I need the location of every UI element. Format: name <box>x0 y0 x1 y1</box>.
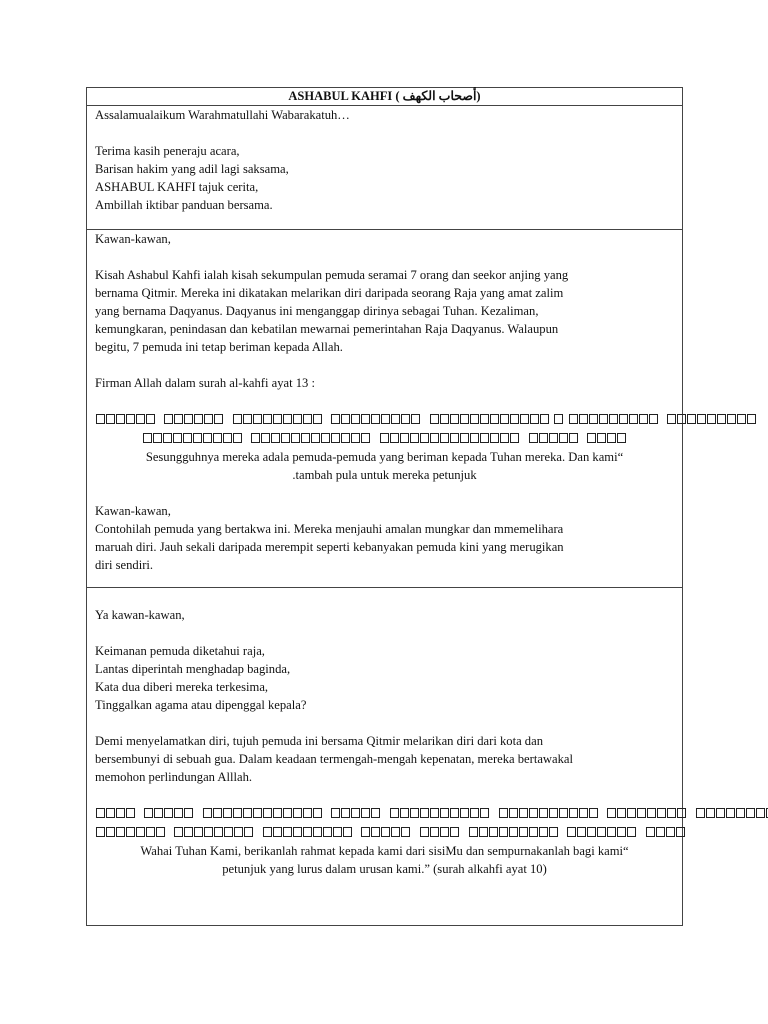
missing-glyph-box <box>126 827 135 837</box>
missing-glyph-box <box>559 808 568 818</box>
missing-glyph-box <box>146 827 155 837</box>
prayer-translation: Wahai Tuhan Kami, berikanlah rahmat kepada kami dari sisiMu dan sempurnakanlah bagi kami“ <box>140 844 629 858</box>
missing-glyph-box <box>214 414 223 424</box>
missing-glyph-box <box>371 808 380 818</box>
missing-glyph-box <box>657 808 666 818</box>
missing-glyph-box <box>647 808 656 818</box>
missing-glyph-box <box>244 827 253 837</box>
salutation: Ya kawan-kawan, <box>95 608 185 622</box>
missing-glyph-box <box>136 827 145 837</box>
missing-glyph-box <box>479 827 488 837</box>
missing-glyph-box <box>381 414 390 424</box>
missing-glyph-box <box>204 827 213 837</box>
missing-glyph-box <box>736 808 745 818</box>
missing-glyph-box <box>143 433 152 443</box>
missing-glyph-box <box>263 827 272 837</box>
poem-line: Terima kasih peneraju acara, <box>95 144 240 158</box>
missing-glyph-box <box>351 414 360 424</box>
missing-glyph-box <box>597 827 606 837</box>
missing-glyph-box <box>499 808 508 818</box>
missing-glyph-box <box>727 414 736 424</box>
missing-glyph-box <box>687 414 696 424</box>
missing-glyph-box <box>607 433 616 443</box>
missing-glyph-box <box>666 827 675 837</box>
missing-glyph-box <box>460 414 469 424</box>
missing-glyph-box <box>587 433 596 443</box>
missing-glyph-box <box>301 433 310 443</box>
section-escape <box>87 587 682 925</box>
poem-line: Barisan hakim yang adil lagi saksama, <box>95 162 289 176</box>
missing-glyph-box <box>549 808 558 818</box>
missing-glyph-box <box>203 433 212 443</box>
missing-glyph-box <box>726 808 735 818</box>
missing-glyph-box <box>251 433 260 443</box>
missing-glyph-box <box>649 414 658 424</box>
missing-glyph-box <box>480 433 489 443</box>
missing-glyph-box <box>539 808 548 818</box>
missing-glyph-box <box>629 414 638 424</box>
missing-glyph-box <box>617 433 626 443</box>
missing-glyph-box <box>706 808 715 818</box>
missing-glyph-box <box>293 808 302 818</box>
missing-glyph-box <box>411 414 420 424</box>
missing-glyph-box <box>667 808 676 818</box>
missing-glyph-box <box>381 827 390 837</box>
missing-glyph-box <box>619 414 628 424</box>
missing-glyph-box <box>607 827 616 837</box>
missing-glyph-box <box>509 827 518 837</box>
document-title: ASHABUL KAHFI ( أصحاب الكهف) <box>288 89 481 103</box>
missing-glyph-box <box>203 808 212 818</box>
missing-glyph-box <box>400 433 409 443</box>
missing-glyph-box <box>341 808 350 818</box>
poem-line: Keimanan pemuda diketahui raja, <box>95 644 265 658</box>
arabic-prayer-glyphs <box>95 804 674 823</box>
missing-glyph-box <box>371 827 380 837</box>
missing-glyph-box <box>430 433 439 443</box>
missing-glyph-box <box>569 808 578 818</box>
missing-glyph-box <box>667 414 676 424</box>
missing-glyph-box <box>520 414 529 424</box>
missing-glyph-box <box>430 808 439 818</box>
missing-glyph-box <box>460 433 469 443</box>
missing-glyph-box <box>233 414 242 424</box>
missing-glyph-box <box>460 808 469 818</box>
missing-glyph-box <box>569 433 578 443</box>
missing-glyph-box <box>589 808 598 818</box>
missing-glyph-box <box>510 414 519 424</box>
missing-glyph-box <box>293 414 302 424</box>
missing-glyph-box <box>677 414 686 424</box>
missing-glyph-box <box>450 433 459 443</box>
missing-glyph-box <box>174 827 183 837</box>
story-line: begitu, 7 pemuda ini tetap beriman kepada Allah. <box>95 340 343 354</box>
arabic-verse-glyphs <box>95 429 674 448</box>
missing-glyph-box <box>380 433 389 443</box>
missing-glyph-box <box>589 414 598 424</box>
missing-glyph-box <box>717 414 726 424</box>
poem-line: ASHABUL KAHFI tajuk cerita, <box>95 180 259 194</box>
arabic-prayer-glyphs <box>95 823 674 842</box>
missing-glyph-box <box>410 808 419 818</box>
missing-glyph-box <box>343 827 352 837</box>
missing-glyph-box <box>697 414 706 424</box>
story-line: Demi menyelamatkan diri, tujuh pemuda ini bersama Qitmir melarikan diri dari kota dan <box>95 734 543 748</box>
missing-glyph-box <box>539 433 548 443</box>
missing-glyph-box <box>361 827 370 837</box>
missing-glyph-box <box>530 414 539 424</box>
missing-glyph-box <box>96 827 105 837</box>
missing-glyph-box <box>204 414 213 424</box>
missing-glyph-box <box>303 827 312 837</box>
greeting: Assalamualaikum Warahmatullahi Wabarakatuh… <box>95 108 350 122</box>
missing-glyph-box <box>273 808 282 818</box>
missing-glyph-box <box>96 808 105 818</box>
missing-glyph-box <box>164 808 173 818</box>
missing-glyph-box <box>587 827 596 837</box>
missing-glyph-box <box>106 827 115 837</box>
story-line: kemungkaran, penindasan dan kebatilan mewarnai pemerintahan Raja Daqyanus. Walaupun <box>95 322 559 336</box>
missing-glyph-box <box>311 433 320 443</box>
missing-glyph-box <box>116 827 125 837</box>
missing-glyph-box <box>420 808 429 818</box>
missing-glyph-box <box>627 827 636 837</box>
missing-glyph-box <box>391 414 400 424</box>
missing-glyph-box <box>470 414 479 424</box>
poem-line: Tinggalkan agama atau dipenggal kepala? <box>95 698 307 712</box>
missing-glyph-box <box>331 808 340 818</box>
missing-glyph-box <box>303 808 312 818</box>
missing-glyph-box <box>579 414 588 424</box>
section-opening <box>87 105 682 229</box>
missing-glyph-box <box>283 414 292 424</box>
missing-glyph-box <box>539 827 548 837</box>
missing-glyph-box <box>646 827 655 837</box>
missing-glyph-box <box>400 808 409 818</box>
story-line: Kisah Ashabul Kahfi ialah kisah sekumpulan pemuda seramai 7 orang dan seekor anjing yang <box>95 268 569 282</box>
missing-glyph-box <box>214 827 223 837</box>
missing-glyph-box <box>440 808 449 818</box>
missing-glyph-box <box>116 414 125 424</box>
missing-glyph-box <box>173 433 182 443</box>
missing-glyph-box <box>469 827 478 837</box>
verse-intro: Firman Allah dalam surah al-kahfi ayat 13 : <box>95 376 315 390</box>
missing-glyph-box <box>313 808 322 818</box>
story-line: yang bernama Daqyanus. Daqyanus ini menganggap dirinya sebagai Tuhan. Kezaliman, <box>95 304 539 318</box>
missing-glyph-box <box>174 414 183 424</box>
missing-glyph-box <box>281 433 290 443</box>
missing-glyph-box <box>597 433 606 443</box>
verse-translation: .tambah pula untuk mereka petunjuk <box>292 468 477 482</box>
missing-glyph-box <box>509 808 518 818</box>
missing-glyph-box <box>184 414 193 424</box>
missing-glyph-box <box>401 827 410 837</box>
missing-glyph-box <box>569 414 578 424</box>
missing-glyph-box <box>696 808 705 818</box>
document-table <box>86 87 683 926</box>
story-line: bernama Qitmir. Mereka ini dikatakan melarikan diri daripada seorang Raja yang amat zalim <box>95 286 564 300</box>
missing-glyph-box <box>233 433 242 443</box>
missing-glyph-box <box>341 414 350 424</box>
missing-glyph-box <box>627 808 636 818</box>
missing-glyph-box <box>450 414 459 424</box>
missing-glyph-box <box>184 827 193 837</box>
advice-line: diri sendiri. <box>95 558 154 572</box>
missing-glyph-box <box>174 808 183 818</box>
missing-glyph-box <box>233 808 242 818</box>
missing-glyph-box <box>480 808 489 818</box>
missing-glyph-box <box>303 414 312 424</box>
missing-glyph-box <box>559 433 568 443</box>
missing-glyph-box <box>361 414 370 424</box>
poem-line: Ambillah iktibar panduan bersama. <box>95 198 273 212</box>
missing-glyph-box <box>450 827 459 837</box>
missing-glyph-box <box>271 433 280 443</box>
missing-glyph-box <box>500 414 509 424</box>
missing-glyph-box <box>331 433 340 443</box>
missing-glyph-box <box>470 808 479 818</box>
missing-glyph-box <box>676 827 685 837</box>
missing-glyph-box <box>106 414 115 424</box>
missing-glyph-box <box>579 808 588 818</box>
missing-glyph-box <box>253 808 262 818</box>
missing-glyph-box <box>747 414 756 424</box>
missing-glyph-box <box>263 808 272 818</box>
story-line: memohon perlindungan Alllah. <box>95 770 253 784</box>
missing-glyph-box <box>707 414 716 424</box>
missing-glyph-box <box>153 433 162 443</box>
missing-glyph-box <box>291 433 300 443</box>
missing-glyph-box <box>154 808 163 818</box>
missing-glyph-box <box>490 433 499 443</box>
missing-glyph-box <box>756 808 765 818</box>
missing-glyph-box <box>293 827 302 837</box>
advice-line: maruah diri. Jauh sekali daripada merempit seperti kebanyakan pemuda kini yang merugikan <box>95 540 564 554</box>
poem-line: Lantas diperintah menghadap baginda, <box>95 662 291 676</box>
missing-glyph-box <box>450 808 459 818</box>
salutation: Kawan-kawan, <box>95 232 171 246</box>
prayer-translation: petunjuk yang lurus dalam urusan kami.” (surah alkahfi ayat 10) <box>222 862 547 876</box>
missing-glyph-box <box>126 808 135 818</box>
verse-translation: Sesungguhnya mereka adala pemuda-pemuda yang beriman kepada Tuhan mereka. Dan kami“ <box>145 450 624 464</box>
missing-glyph-box <box>194 414 203 424</box>
missing-glyph-box <box>401 414 410 424</box>
missing-glyph-box <box>554 414 563 424</box>
missing-glyph-box <box>146 414 155 424</box>
missing-glyph-box <box>607 808 616 818</box>
missing-glyph-box <box>163 433 172 443</box>
missing-glyph-box <box>519 808 528 818</box>
missing-glyph-box <box>341 433 350 443</box>
missing-glyph-box <box>519 827 528 837</box>
missing-glyph-box <box>183 433 192 443</box>
missing-glyph-box <box>194 827 203 837</box>
missing-glyph-box <box>440 433 449 443</box>
missing-glyph-box <box>234 827 243 837</box>
missing-glyph-box <box>106 808 115 818</box>
missing-glyph-box <box>213 433 222 443</box>
missing-glyph-box <box>639 414 648 424</box>
missing-glyph-box <box>390 808 399 818</box>
missing-glyph-box <box>283 827 292 837</box>
missing-glyph-box <box>323 827 332 837</box>
missing-glyph-box <box>193 433 202 443</box>
missing-glyph-box <box>361 433 370 443</box>
missing-glyph-box <box>656 827 665 837</box>
missing-glyph-box <box>261 433 270 443</box>
missing-glyph-box <box>677 808 686 818</box>
missing-glyph-box <box>529 433 538 443</box>
missing-glyph-box <box>540 414 549 424</box>
advice-line: Contohilah pemuda yang bertakwa ini. Mereka menjauhi amalan mungkar dan mmemelihara <box>95 522 564 536</box>
missing-glyph-box <box>263 414 272 424</box>
missing-glyph-box <box>500 433 509 443</box>
missing-glyph-box <box>223 433 232 443</box>
missing-glyph-box <box>510 433 519 443</box>
missing-glyph-box <box>391 827 400 837</box>
salutation: Kawan-kawan, <box>95 504 171 518</box>
missing-glyph-box <box>223 808 232 818</box>
missing-glyph-box <box>499 827 508 837</box>
missing-glyph-box <box>351 433 360 443</box>
missing-glyph-box <box>567 827 576 837</box>
missing-glyph-box <box>333 827 342 837</box>
poem-line: Kata dua diberi mereka terkesima, <box>95 680 269 694</box>
missing-glyph-box <box>321 433 330 443</box>
missing-glyph-box <box>136 414 145 424</box>
missing-glyph-box <box>390 433 399 443</box>
missing-glyph-box <box>273 827 282 837</box>
missing-glyph-box <box>609 414 618 424</box>
missing-glyph-box <box>313 827 322 837</box>
missing-glyph-box <box>480 414 489 424</box>
missing-glyph-box <box>420 827 429 837</box>
missing-glyph-box <box>184 808 193 818</box>
missing-glyph-box <box>489 827 498 837</box>
missing-glyph-box <box>617 808 626 818</box>
missing-glyph-box <box>283 808 292 818</box>
section-story <box>87 229 682 587</box>
missing-glyph-box <box>549 827 558 837</box>
missing-glyph-box <box>144 808 153 818</box>
missing-glyph-box <box>617 827 626 837</box>
missing-glyph-box <box>253 414 262 424</box>
missing-glyph-box <box>529 827 538 837</box>
missing-glyph-box <box>420 433 429 443</box>
missing-glyph-box <box>549 433 558 443</box>
missing-glyph-box <box>430 827 439 837</box>
missing-glyph-box <box>440 414 449 424</box>
missing-glyph-box <box>156 827 165 837</box>
missing-glyph-box <box>470 433 479 443</box>
missing-glyph-box <box>96 414 105 424</box>
story-line: bersembunyi di sebuah gua. Dalam keadaan termengah-mengah kepenatan, mereka bertawakal <box>95 752 574 766</box>
missing-glyph-box <box>599 414 608 424</box>
missing-glyph-box <box>243 414 252 424</box>
missing-glyph-box <box>361 808 370 818</box>
missing-glyph-box <box>224 827 233 837</box>
missing-glyph-box <box>126 414 135 424</box>
missing-glyph-box <box>490 414 499 424</box>
missing-glyph-box <box>737 414 746 424</box>
missing-glyph-box <box>371 414 380 424</box>
missing-glyph-box <box>577 827 586 837</box>
missing-glyph-box <box>273 414 282 424</box>
missing-glyph-box <box>529 808 538 818</box>
missing-glyph-box <box>213 808 222 818</box>
missing-glyph-box <box>410 433 419 443</box>
missing-glyph-box <box>746 808 755 818</box>
missing-glyph-box <box>351 808 360 818</box>
missing-glyph-box <box>430 414 439 424</box>
missing-glyph-box <box>313 414 322 424</box>
missing-glyph-box <box>116 808 125 818</box>
missing-glyph-box <box>164 414 173 424</box>
missing-glyph-box <box>331 414 340 424</box>
arabic-verse-glyphs <box>95 410 674 429</box>
missing-glyph-box <box>440 827 449 837</box>
missing-glyph-box <box>243 808 252 818</box>
missing-glyph-box <box>637 808 646 818</box>
missing-glyph-box <box>716 808 725 818</box>
